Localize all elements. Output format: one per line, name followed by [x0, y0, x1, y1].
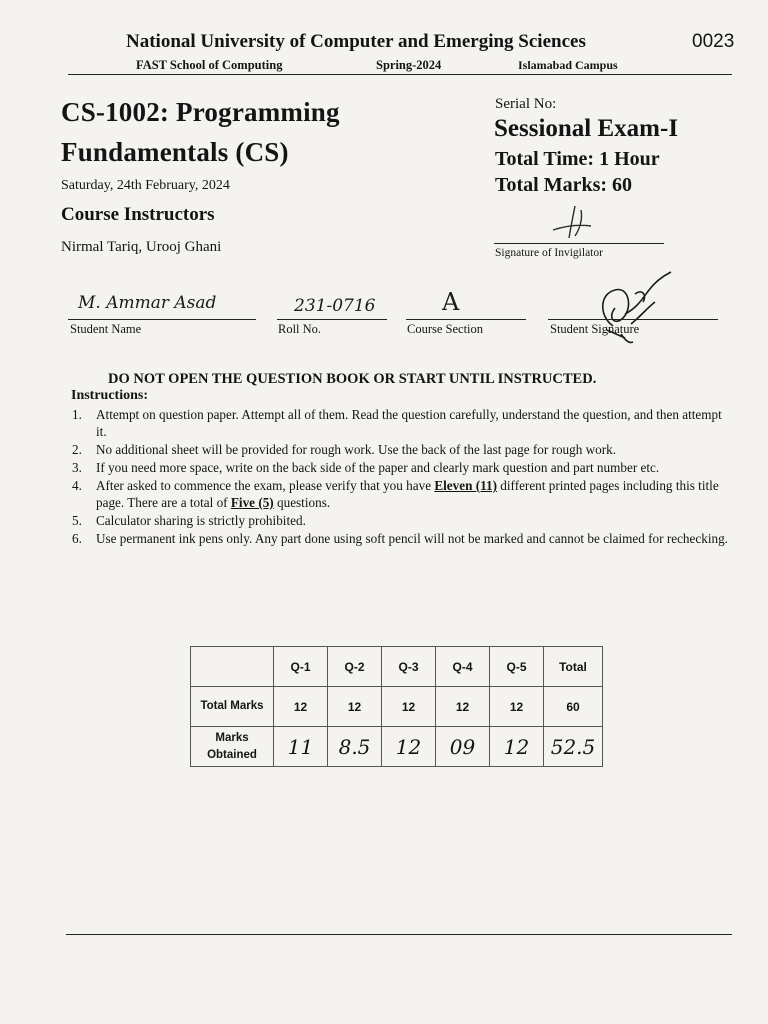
exam-date: Saturday, 24th February, 2024 [61, 178, 230, 193]
row-label: Total Marks [191, 687, 274, 727]
paper-code: 0023 [692, 31, 735, 52]
page-count-emphasis: Eleven (11) [434, 478, 497, 493]
table-cell: 09 [436, 727, 490, 767]
total-marks-row [191, 687, 603, 727]
question-count-emphasis: Five (5) [230, 495, 274, 510]
instructions-heading: Instructions: [71, 388, 149, 403]
semester: Spring-2024 [376, 58, 442, 72]
instruction-item: 6. Use permanent ink pens only. Any part done using soft pencil will not be marked and cannot be claimed for rechecking. [72, 531, 728, 546]
course-section-line [406, 319, 526, 320]
student-name-label: Student Name [70, 322, 142, 336]
table-cell: 12 [328, 687, 382, 727]
table-header-cell: Q-2 [328, 647, 382, 687]
exam-name: Sessional Exam-I [494, 115, 679, 142]
table-cell: 60 [544, 687, 603, 727]
table-header-cell: Q-3 [382, 647, 436, 687]
instructions-list [72, 406, 732, 548]
table-cell: 12 [436, 687, 490, 727]
campus: Islamabad Campus [518, 58, 618, 72]
table-cell: 12 [382, 727, 436, 767]
table-cell: 8.5 [328, 727, 382, 767]
table-header-cell: Q-4 [436, 647, 490, 687]
university-name: National University of Computer and Emerging Sciences [126, 31, 586, 52]
marks-table [190, 646, 603, 767]
table-cell: 12 [274, 687, 328, 727]
course-title-line2: Fundamentals (CS) [61, 137, 289, 167]
instruction-item: 2. No additional sheet will be provided for rough work. Use the back of the last page for rough work. [72, 442, 617, 457]
instruction-item: 5. Calculator sharing is strictly prohibited. [72, 513, 306, 528]
table-header-cell: Q-5 [490, 647, 544, 687]
invigilator-label: Signature of Invigilator [495, 247, 603, 259]
serial-label: Serial No: [495, 96, 557, 112]
roll-number-line [277, 319, 387, 320]
table-cell: 12 [490, 687, 544, 727]
row-label: Marks Obtained [191, 727, 274, 767]
instructors-heading: Course Instructors [61, 204, 215, 225]
student-name-value: M. Ammar Asad [78, 293, 217, 313]
total-time: Total Time: 1 Hour [495, 148, 660, 170]
student-signature-line [548, 319, 718, 320]
marks-table-header-row [191, 647, 603, 687]
table-header-cell [191, 647, 274, 687]
invigilator-line [494, 243, 664, 244]
footer-rule [66, 934, 732, 935]
invigilator-signature [545, 200, 605, 244]
table-cell: 52.5 [544, 727, 603, 767]
table-header-cell: Total [544, 647, 603, 687]
table-cell: 12 [490, 727, 544, 767]
course-title-line1: CS-1002: Programming [61, 97, 340, 127]
instruction-item: 3. If you need more space, write on the back side of the paper and clearly mark question and part number etc. [72, 460, 660, 475]
instructor-names: Nirmal Tariq, Urooj Ghani [61, 239, 222, 255]
roll-number-label: Roll No. [278, 322, 322, 336]
student-signature-label: Student Signature [550, 322, 640, 336]
header-rule [68, 74, 732, 75]
instruction-item: 4. After asked to commence the exam, please verify that you have Eleven (11) different printed pages including this title page. There are a total of Five (5) questions. [72, 478, 719, 510]
total-marks: Total Marks: 60 [495, 174, 633, 196]
school-name: FAST School of Computing [136, 58, 283, 72]
marks-obtained-row [191, 727, 603, 767]
table-cell: 11 [274, 727, 328, 767]
course-section-value: A [442, 288, 460, 316]
do-not-open-warning: DO NOT OPEN THE QUESTION BOOK OR START UNTIL INSTRUCTED. [108, 371, 597, 387]
student-name-line [68, 319, 256, 320]
roll-number-value: 231-0716 [294, 296, 376, 316]
table-cell: 12 [382, 687, 436, 727]
table-header-cell: Q-1 [274, 647, 328, 687]
instruction-item: 1. Attempt on question paper. Attempt all of them. Read the question carefully, understand the question, and then attempt it. [72, 407, 722, 439]
course-section-label: Course Section [407, 322, 484, 336]
